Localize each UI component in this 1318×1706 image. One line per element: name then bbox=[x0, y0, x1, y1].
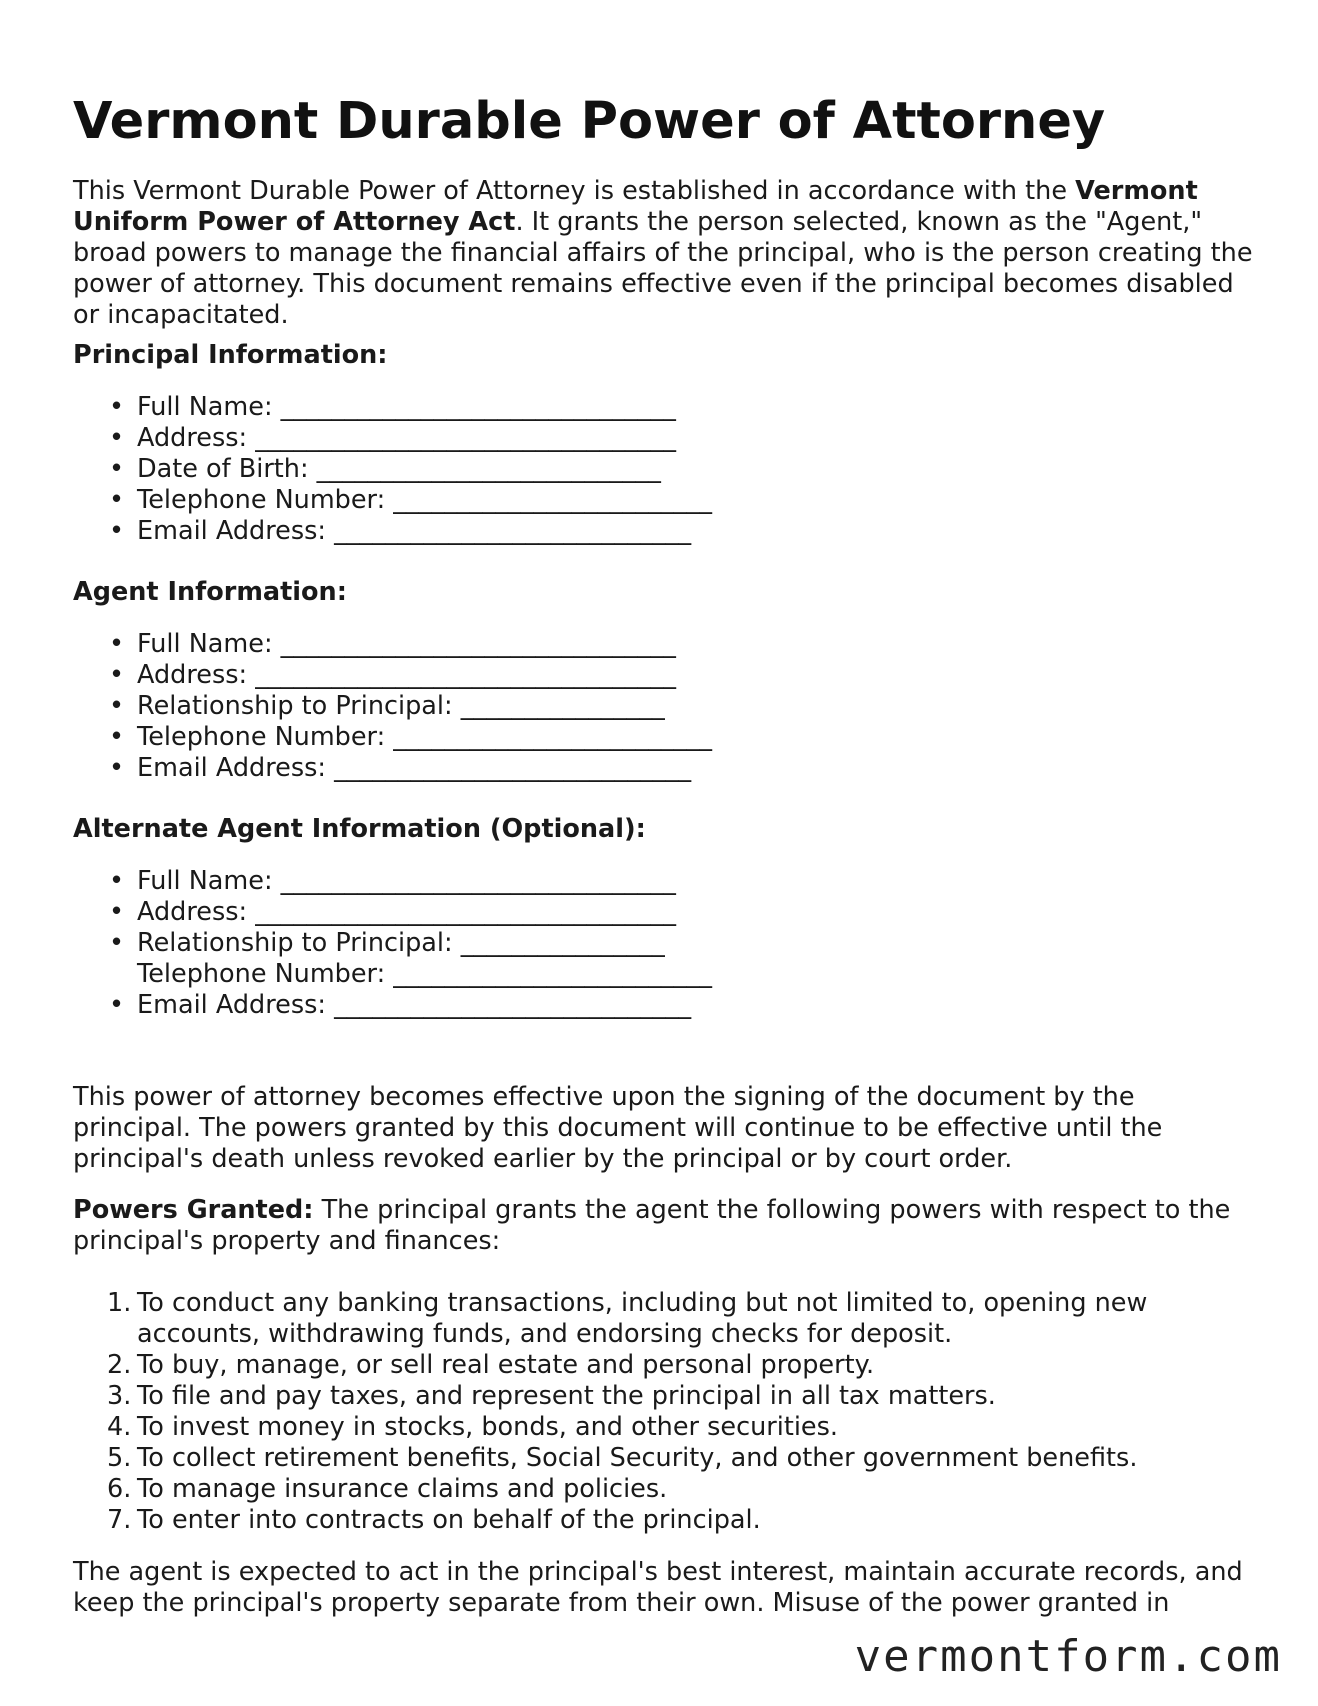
agent-relationship-field[interactable]: • Relationship to Principal: ________________ bbox=[109, 691, 665, 721]
bullet-icon: • bbox=[109, 722, 125, 752]
list-number: 1. bbox=[107, 1288, 132, 1318]
principal-email-field[interactable]: • Email Address: ____________________________ bbox=[109, 516, 692, 546]
bullet-icon: • bbox=[109, 454, 125, 484]
list-number: 2. bbox=[107, 1350, 132, 1380]
alternate-agent-heading: Alternate Agent Information (Optional): bbox=[73, 814, 646, 844]
alternate-full-name-field[interactable]: • Full Name: _______________________________ bbox=[109, 866, 676, 896]
intro-text-1: This Vermont Durable Power of Attorney is established in accordance with the bbox=[73, 176, 1076, 206]
closing-paragraph: The agent is expected to act in the principal's best interest, maintain accurate records, and keep the principal's property separate from their own. Misuse of the power granted in bbox=[73, 1557, 1243, 1618]
power-item: 1. To conduct any banking transactions, including but not limited to, opening new accounts, withdrawing funds, and endorsing checks for deposit. bbox=[107, 1288, 1148, 1349]
bullet-icon: • bbox=[109, 423, 125, 453]
bullet-icon: • bbox=[109, 691, 125, 721]
list-number: 4. bbox=[107, 1412, 132, 1442]
list-number: 7. bbox=[107, 1505, 132, 1535]
effective-paragraph: This power of attorney becomes effective upon the signing of the document by the principal. The powers granted by this document will continue to be effective until the principal's death unless revoked earlier by the principal or by court order. bbox=[73, 1082, 1163, 1174]
power-item: 7. To enter into contracts on behalf of the principal. bbox=[107, 1505, 761, 1535]
bullet-icon: • bbox=[109, 753, 125, 783]
act-name: Vermont Uniform Power of Attorney Act bbox=[73, 176, 1198, 237]
alternate-telephone-field[interactable]: Telephone Number: _________________________ bbox=[137, 959, 713, 989]
powers-label: Powers Granted: bbox=[73, 1195, 314, 1225]
powers-paragraph bbox=[73, 1195, 1253, 1257]
alternate-relationship-field[interactable]: • Relationship to Principal: ________________ bbox=[109, 928, 665, 958]
bullet-icon: • bbox=[109, 866, 125, 896]
list-number: 3. bbox=[107, 1381, 132, 1411]
powers-intro: The principal grants the agent the following powers with respect to the principal's property and finances: bbox=[73, 1195, 1231, 1256]
principal-telephone-field[interactable]: • Telephone Number: _________________________ bbox=[109, 485, 713, 515]
powers-list bbox=[73, 1288, 1217, 1536]
alternate-email-field[interactable]: • Email Address: ____________________________ bbox=[109, 990, 692, 1020]
power-item: 3. To file and pay taxes, and represent the principal in all tax matters. bbox=[107, 1381, 996, 1411]
agent-address-field[interactable]: • Address: _________________________________ bbox=[109, 660, 676, 690]
principal-full-name-field[interactable]: • Full Name: _______________________________ bbox=[109, 392, 676, 422]
list-number: 5. bbox=[107, 1443, 132, 1473]
agent-fields bbox=[73, 629, 712, 784]
agent-telephone-field[interactable]: • Telephone Number: _________________________ bbox=[109, 722, 713, 752]
power-item: 6. To manage insurance claims and policies. bbox=[107, 1474, 668, 1504]
agent-full-name-field[interactable]: • Full Name: _______________________________ bbox=[109, 629, 676, 659]
principal-address-field[interactable]: • Address: _________________________________ bbox=[109, 423, 676, 453]
bullet-icon: • bbox=[109, 629, 125, 659]
bullet-icon: • bbox=[109, 990, 125, 1020]
list-number: 6. bbox=[107, 1474, 132, 1504]
principal-heading: Principal Information: bbox=[73, 340, 388, 370]
bullet-icon: • bbox=[109, 485, 125, 515]
agent-email-field[interactable]: • Email Address: ____________________________ bbox=[109, 753, 692, 783]
power-item: 5. To collect retirement benefits, Social Security, and other government benefits. bbox=[107, 1443, 1138, 1473]
agent-heading: Agent Information: bbox=[73, 577, 347, 607]
bullet-icon: • bbox=[109, 928, 125, 958]
bullet-icon: • bbox=[109, 516, 125, 546]
power-item: 4. To invest money in stocks, bonds, and other securities. bbox=[107, 1412, 839, 1442]
principal-dob-field[interactable]: • Date of Birth: ___________________________ bbox=[109, 454, 661, 484]
bullet-icon: • bbox=[109, 897, 125, 927]
alternate-agent-fields bbox=[73, 866, 712, 1021]
bullet-icon: • bbox=[109, 660, 125, 690]
power-item: 2. To buy, manage, or sell real estate and personal property. bbox=[107, 1350, 875, 1380]
alternate-address-field[interactable]: • Address: _________________________________ bbox=[109, 897, 676, 927]
intro-paragraph bbox=[73, 176, 1253, 331]
intro-text-2: . It grants the person selected, known as the "Agent," broad powers to manage the financial affairs of the principal, who is the person creating the power of attorney. This document remains effective even if the principal becomes disabled or incapacitated. bbox=[73, 207, 1253, 330]
page-title: Vermont Durable Power of Attorney bbox=[73, 92, 1106, 151]
bullet-icon: • bbox=[109, 392, 125, 422]
principal-fields bbox=[73, 392, 712, 547]
watermark-logo: vermontform.com bbox=[854, 1631, 1282, 1682]
